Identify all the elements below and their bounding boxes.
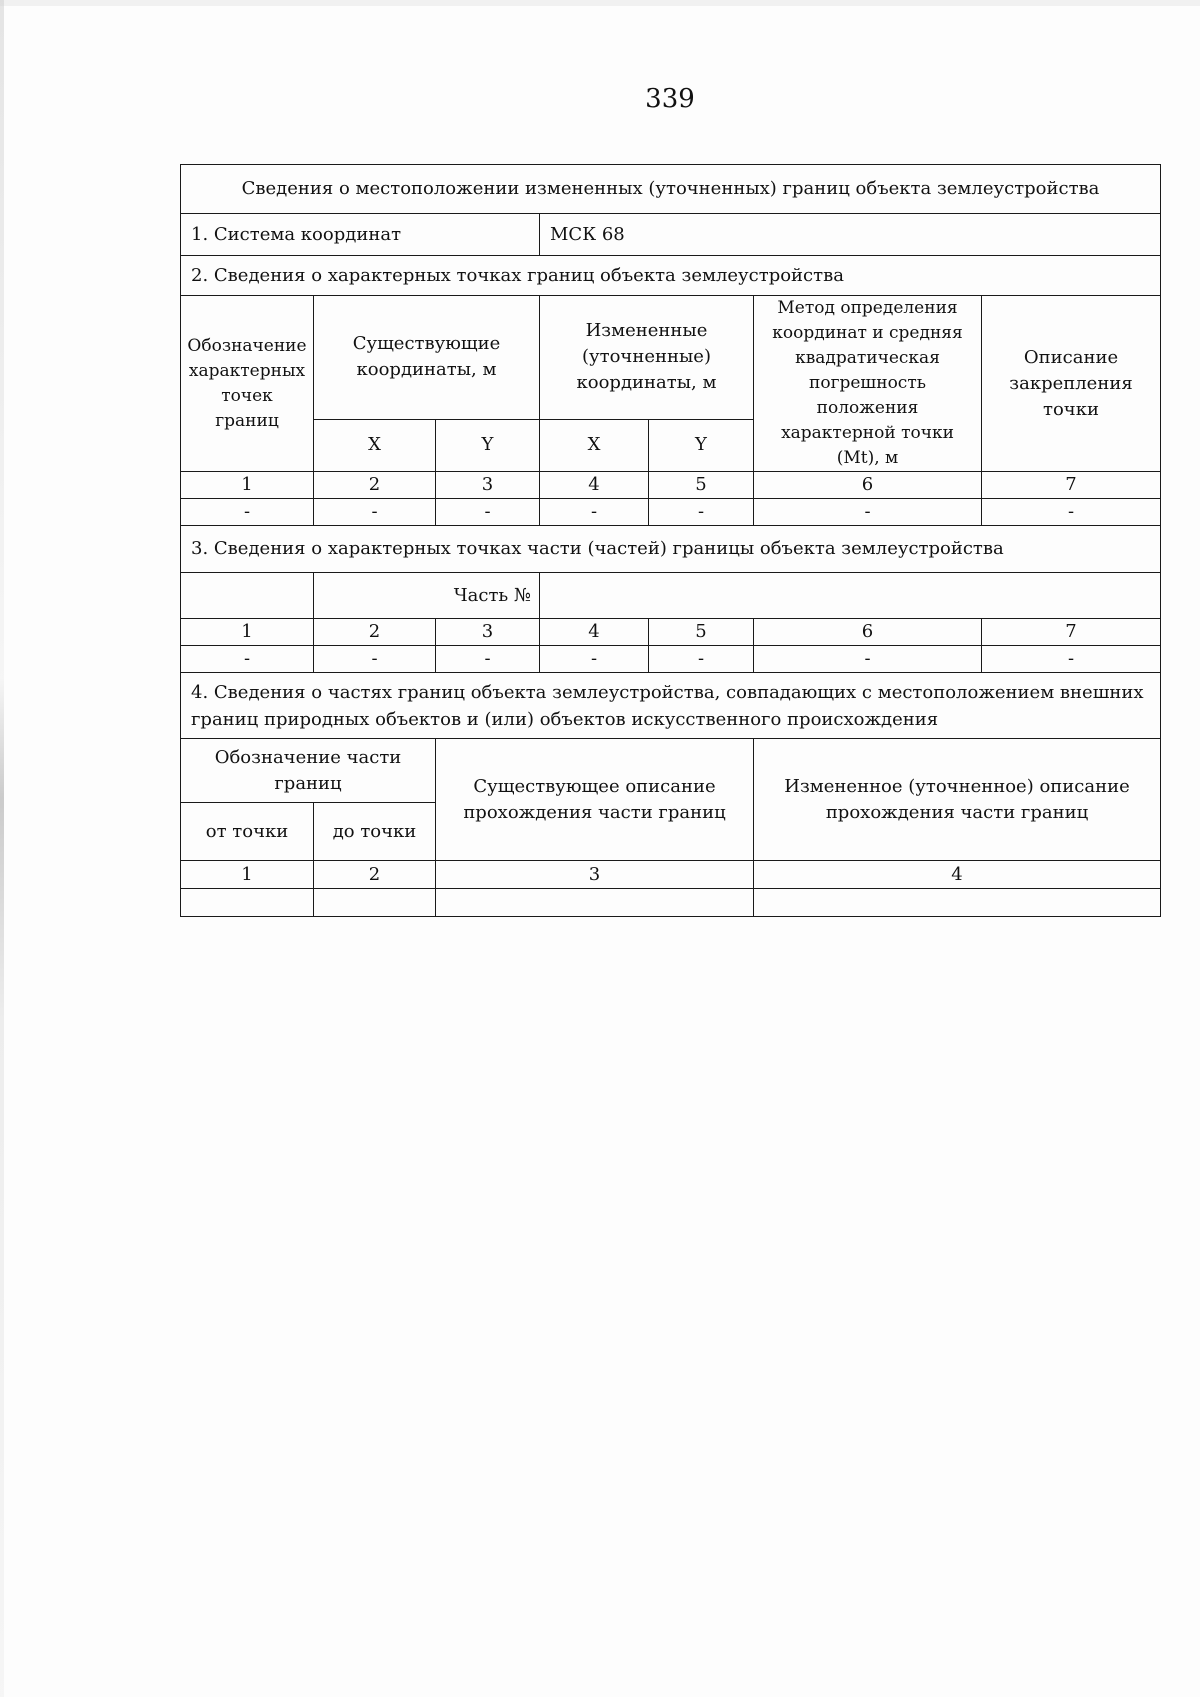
table-cell: -	[181, 499, 314, 526]
table-row	[181, 499, 1161, 526]
table-cell: -	[314, 646, 436, 673]
col-number: 2	[314, 472, 436, 499]
header-to-point: до точки	[314, 803, 436, 861]
part-number-value	[540, 573, 1161, 619]
table-cell: -	[754, 646, 982, 673]
coordinate-system-value: МСК 68	[540, 214, 1161, 256]
table-cell: -	[649, 499, 754, 526]
table-cell: -	[649, 646, 754, 673]
col-number: 7	[982, 619, 1161, 646]
col-number: 1	[181, 861, 314, 889]
header-method-accuracy: Метод определения координат и средняя квадратическая погрешность положения характерной точки (Mt), м	[754, 296, 982, 472]
part-number-label: Часть №	[314, 573, 540, 619]
section3-column-numbers	[181, 619, 1161, 646]
scan-edge-left	[0, 0, 4, 1697]
col-number: 3	[436, 619, 540, 646]
col-number: 3	[436, 861, 754, 889]
coordinate-system-label: 1. Система координат	[181, 214, 540, 256]
boundary-info-table	[180, 164, 1161, 917]
table-cell: -	[982, 499, 1161, 526]
section4-column-numbers	[181, 861, 1161, 889]
table-cell: -	[754, 499, 982, 526]
col-number: 1	[181, 619, 314, 646]
header-changed-coordinates: Измененные (уточненные) координаты, м	[540, 296, 754, 420]
table-cell	[754, 889, 1161, 917]
table-cell: -	[436, 646, 540, 673]
table-cell: -	[982, 646, 1161, 673]
col-number: 5	[649, 472, 754, 499]
header-changed-x: X	[540, 419, 649, 471]
table-cell: -	[540, 646, 649, 673]
col-number: 4	[754, 861, 1161, 889]
section2-column-numbers	[181, 472, 1161, 499]
col-number: 5	[649, 619, 754, 646]
header-point-description: Описание закрепления точки	[982, 296, 1161, 472]
table-cell: -	[540, 499, 649, 526]
table-row	[181, 646, 1161, 673]
col-number: 2	[314, 861, 436, 889]
table-cell	[181, 889, 314, 917]
table-title: Сведения о местоположении измененных (уточненных) границ объекта землеустройства	[181, 165, 1161, 214]
page-number: 339	[645, 84, 695, 114]
header-changed-description: Измененное (уточненное) описание прохождения части границ	[754, 739, 1161, 861]
part-number-spacer	[181, 573, 314, 619]
table-cell: -	[181, 646, 314, 673]
table-cell	[436, 889, 754, 917]
col-number: 1	[181, 472, 314, 499]
header-existing-y: Y	[436, 419, 540, 471]
scan-edge-top	[0, 0, 1200, 6]
col-number: 4	[540, 619, 649, 646]
col-number: 4	[540, 472, 649, 499]
col-number: 3	[436, 472, 540, 499]
col-number: 7	[982, 472, 1161, 499]
header-from-point: от точки	[181, 803, 314, 861]
col-number: 6	[754, 619, 982, 646]
header-changed-y: Y	[649, 419, 754, 471]
col-number: 6	[754, 472, 982, 499]
table-cell	[314, 889, 436, 917]
section4-title: 4. Сведения о частях границ объекта землеустройства, совпадающих с местоположением внешних границ природных объектов и (или) объектов искусственного происхождения	[181, 673, 1161, 739]
table-cell: -	[436, 499, 540, 526]
section2-title: 2. Сведения о характерных точках границ объекта землеустройства	[181, 256, 1161, 296]
header-existing-x: X	[314, 419, 436, 471]
header-existing-description: Существующее описание прохождения части границ	[436, 739, 754, 861]
header-existing-coordinates: Существующие координаты, м	[314, 296, 540, 420]
col-number: 2	[314, 619, 436, 646]
header-point-designation: Обозначение характерных точек границ	[181, 296, 314, 472]
table-cell: -	[314, 499, 436, 526]
header-part-designation: Обозначение части границ	[181, 739, 436, 803]
table-row	[181, 889, 1161, 917]
section3-title: 3. Сведения о характерных точках части (частей) границы объекта землеустройства	[181, 526, 1161, 573]
